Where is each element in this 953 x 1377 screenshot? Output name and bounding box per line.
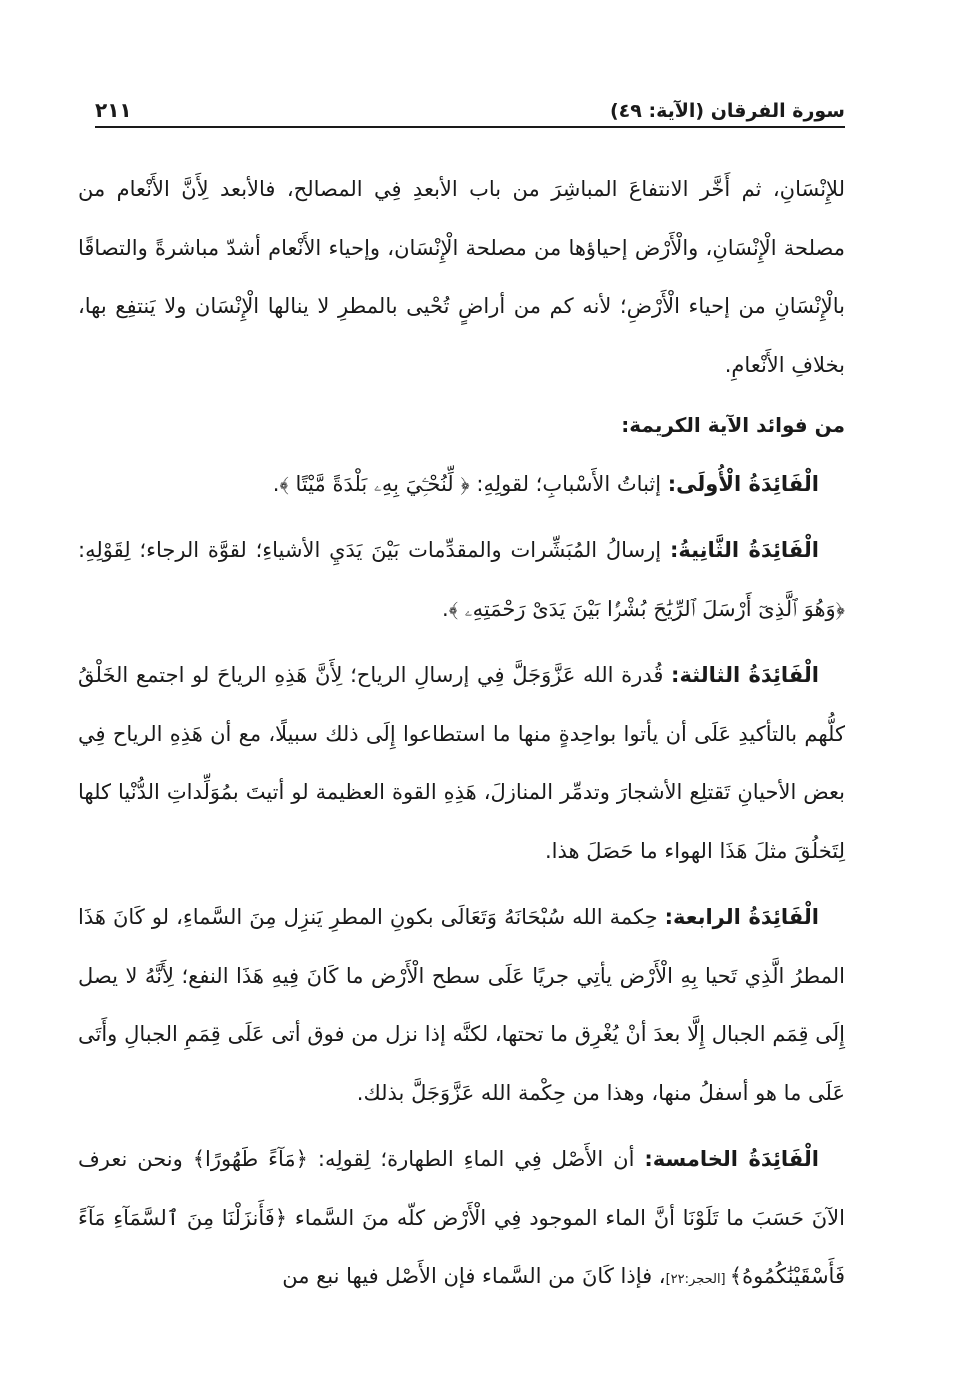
benefit-1-paragraph: [78, 455, 845, 514]
benefit-2-ayah: ﴿وَهُوَ ٱلَّذِىٓ أَرْسَلَ ٱلرِّيَٰحَ بُشْرًۢا بَيْنَ يَدَىْ رَحْمَتِهِۦ ﴾: [448, 596, 845, 621]
benefit-4-text: حِكمة الله سُبْحَانَهُ وَتَعَالَى بكونِ المطرِ يَنزِل مِنَ السَّماءِ، لو كَانَ هَذَا المطرُ الَّذِي تَحيا بِهِ الْأَرْض يأتِي جريًا عَلَى سطح الْأَرْض ما كَانَ فِيهِ هَذَا النفع؛ لِأَنَّهُ لا يصل إِلَى قِمَم الجبال إِلَّا بعدَ أنْ يُغْرِق ما تحتها، لكنَّه إذا نزل من فوق أتى عَلَى قِمَمِ الجبالِ وأَتَى عَلَى ما هو أسفلُ منها، وهذا من حِكْمة الله عَزَّوَجَلَّ بذلك.: [78, 905, 845, 1105]
benefit-2-label: الْفَائِدَةُ الثَّانِيةُ:: [669, 538, 819, 562]
intro-paragraph: للإِنْسَانِ، ثم أَخَّر الانتفاعَ المباشِرَ من باب الأبعدِ فِي المصالح، فالأبعد لِأَنَّ الأَنْعام من مصلحة الْإِنْسَانِ، والْأَرْض إحياؤها من مصلحة الْإِنْسَان، وإحياء الأَنْعام أشدّ مباشرةً والتصاقًا بالْإِنْسَانِ من إحياء الْأَرْضِ؛ لأنه كم من أراضٍ تُحْيى بالمطرِ لا ينالها الْإِنْسَان ولا يَنتفِع بها، بخلافِ الأَنْعامِ.: [78, 177, 845, 377]
benefit-1-ayah: ﴿ لِّنُحْـِۧيَ بِهِۦ بَلْدَةً مَّيْتًا ﴾: [279, 471, 470, 496]
benefit-2-tail: .: [442, 596, 449, 621]
benefit-3-text: قُدرة الله عَزَّوَجَلَّ فِي إرسالِ الرياح؛ لِأَنَّ هَذِهِ الرياحَ لو اجتمع الخَلْقُ كلُّهم بالتأكيدِ عَلَى أن يأتوا بواحِدةٍ منها ما استطاعوا إِلَى ذلك سبيلًا، مع أن هَذِهِ الرياح فِي بعض الأحيانِ تَقتلِع الأشجارَ وتدمِّر المنازلَ، هَذِهِ القوة العظيمة لو أتيتَ بمُوَلِّداتِ الدُّنْيا كلها لِتَخلُقَ مثلَ هَذَا الهواء ما حَصَلَ هذا.: [78, 663, 845, 863]
benefit-1-label: الْفَائِدَةُ الْأُولَى:: [667, 471, 819, 496]
benefit-4-paragraph: [78, 888, 845, 1122]
benefit-1-text: إثباتُ الأَسْبابِ؛ لقولِهِ:: [469, 471, 668, 496]
benefit-5-text-3: ، فإذا كَانَ من السَّماء فإن الأَصْل فيها نبع من: [282, 1264, 666, 1288]
surah-title: سورة الفرقان (الآية: ٤٩): [609, 100, 845, 122]
benefit-5-paragraph: [78, 1130, 845, 1310]
benefit-5-reference: [الحجر:٢٢]: [665, 1272, 730, 1287]
running-header: [95, 92, 845, 128]
benefit-1-tail: .: [272, 471, 280, 496]
benefit-2-text: إرسالُ المُبَشِّرات والمقدِّمات بَيْنَ يَدَيِ الأشياءِ؛ لقوَّة الرجاء؛ لِقَوْلِهِ:: [78, 538, 670, 562]
page-number: ٢١١: [95, 98, 132, 122]
benefit-5-ayah-1: ﴿مَآءً طَهُورًا﴾: [192, 1147, 308, 1171]
benefit-5-text: أن الأَصْل فِي الماءِ الطهارة؛ لِقولِه:: [307, 1147, 645, 1171]
benefit-2-paragraph: [78, 521, 845, 638]
benefit-3-label: الْفَائِدَةُ الثالثة:: [671, 663, 819, 687]
benefit-5-label: الْفَائِدَةُ الخامسة:: [644, 1147, 819, 1171]
benefit-5-ayah-2: ﴿فَأَنزَلْنَا مِنَ ٱلسَّمَآءِ مَآءً فَأَسْقَيْنَٰكُمُوهُ﴾: [78, 1205, 845, 1288]
benefit-4-label: الْفَائِدَةُ الرابعة:: [664, 905, 819, 929]
benefits-heading: من فوائد الآية الكريمة:: [621, 413, 845, 437]
benefit-3-paragraph: [78, 646, 845, 880]
benefit-5-text-2: ونحن نعرف الآنَ حَسَبَ ما تَلَوْنَا أنَّ الماء الموجود فِي الْأَرْض كلّه منَ السَّماء: [78, 1147, 845, 1230]
page-content: [78, 160, 845, 1310]
